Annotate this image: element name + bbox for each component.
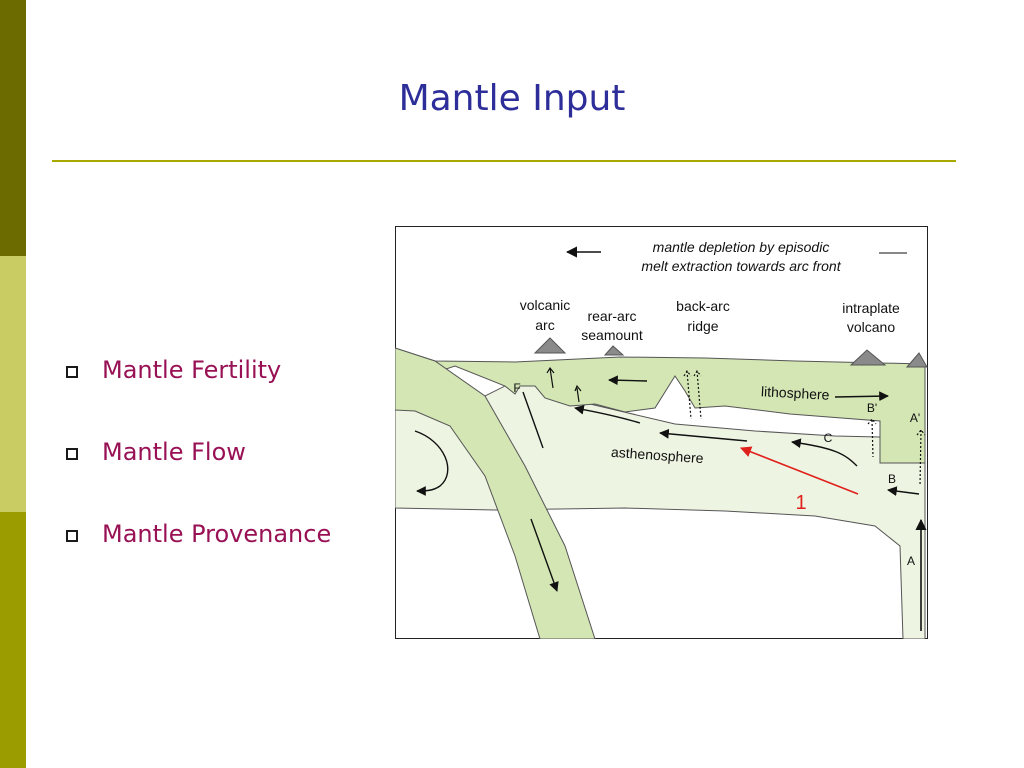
- sidebar-band-top: [0, 0, 26, 256]
- volcanic-arc-label-1: volcanic: [519, 297, 571, 313]
- sidebar-band-middle: [0, 256, 26, 512]
- label-f: F: [513, 381, 521, 395]
- slide-title: Mantle Input: [398, 78, 626, 119]
- rear-arc-label-2: seamount: [581, 327, 643, 343]
- lithosphere-flow-arrow: [609, 380, 647, 381]
- label-b-prime: B': [866, 401, 878, 415]
- asthenosphere-label: asthenosphere: [610, 443, 705, 467]
- back-arc-label-2: ridge: [687, 318, 719, 334]
- label-b: B: [887, 472, 897, 486]
- mantle-flow-diagram: [395, 226, 928, 639]
- intraplate-label-1: intraplate: [842, 300, 900, 316]
- rear-arc-label-1: rear-arc: [587, 308, 637, 324]
- volcanic-arc-label-2: arc: [535, 317, 555, 333]
- lithosphere-flow-arrow-right: [835, 396, 888, 397]
- header-text-line2: melt extraction towards arc front: [641, 258, 841, 274]
- title-divider: [52, 160, 956, 162]
- label-c: C: [823, 431, 833, 445]
- square-bullet-icon: [66, 530, 78, 542]
- label-a: A: [906, 554, 916, 568]
- intraplate-label-2: volcano: [846, 319, 896, 335]
- label-1: 1: [795, 492, 807, 514]
- bullet-text: Mantle Provenance: [102, 520, 332, 548]
- header-text-line1: mantle depletion by episodic: [652, 239, 830, 255]
- sidebar-band-bottom: [0, 512, 26, 768]
- square-bullet-icon: [66, 448, 78, 460]
- back-arc-label-1: back-arc: [676, 298, 730, 314]
- label-a-prime: A': [909, 411, 921, 425]
- bullet-text: Mantle Fertility: [102, 356, 282, 384]
- bullet-text: Mantle Flow: [102, 438, 246, 466]
- lithosphere-label: lithosphere: [760, 383, 830, 403]
- square-bullet-icon: [66, 366, 78, 378]
